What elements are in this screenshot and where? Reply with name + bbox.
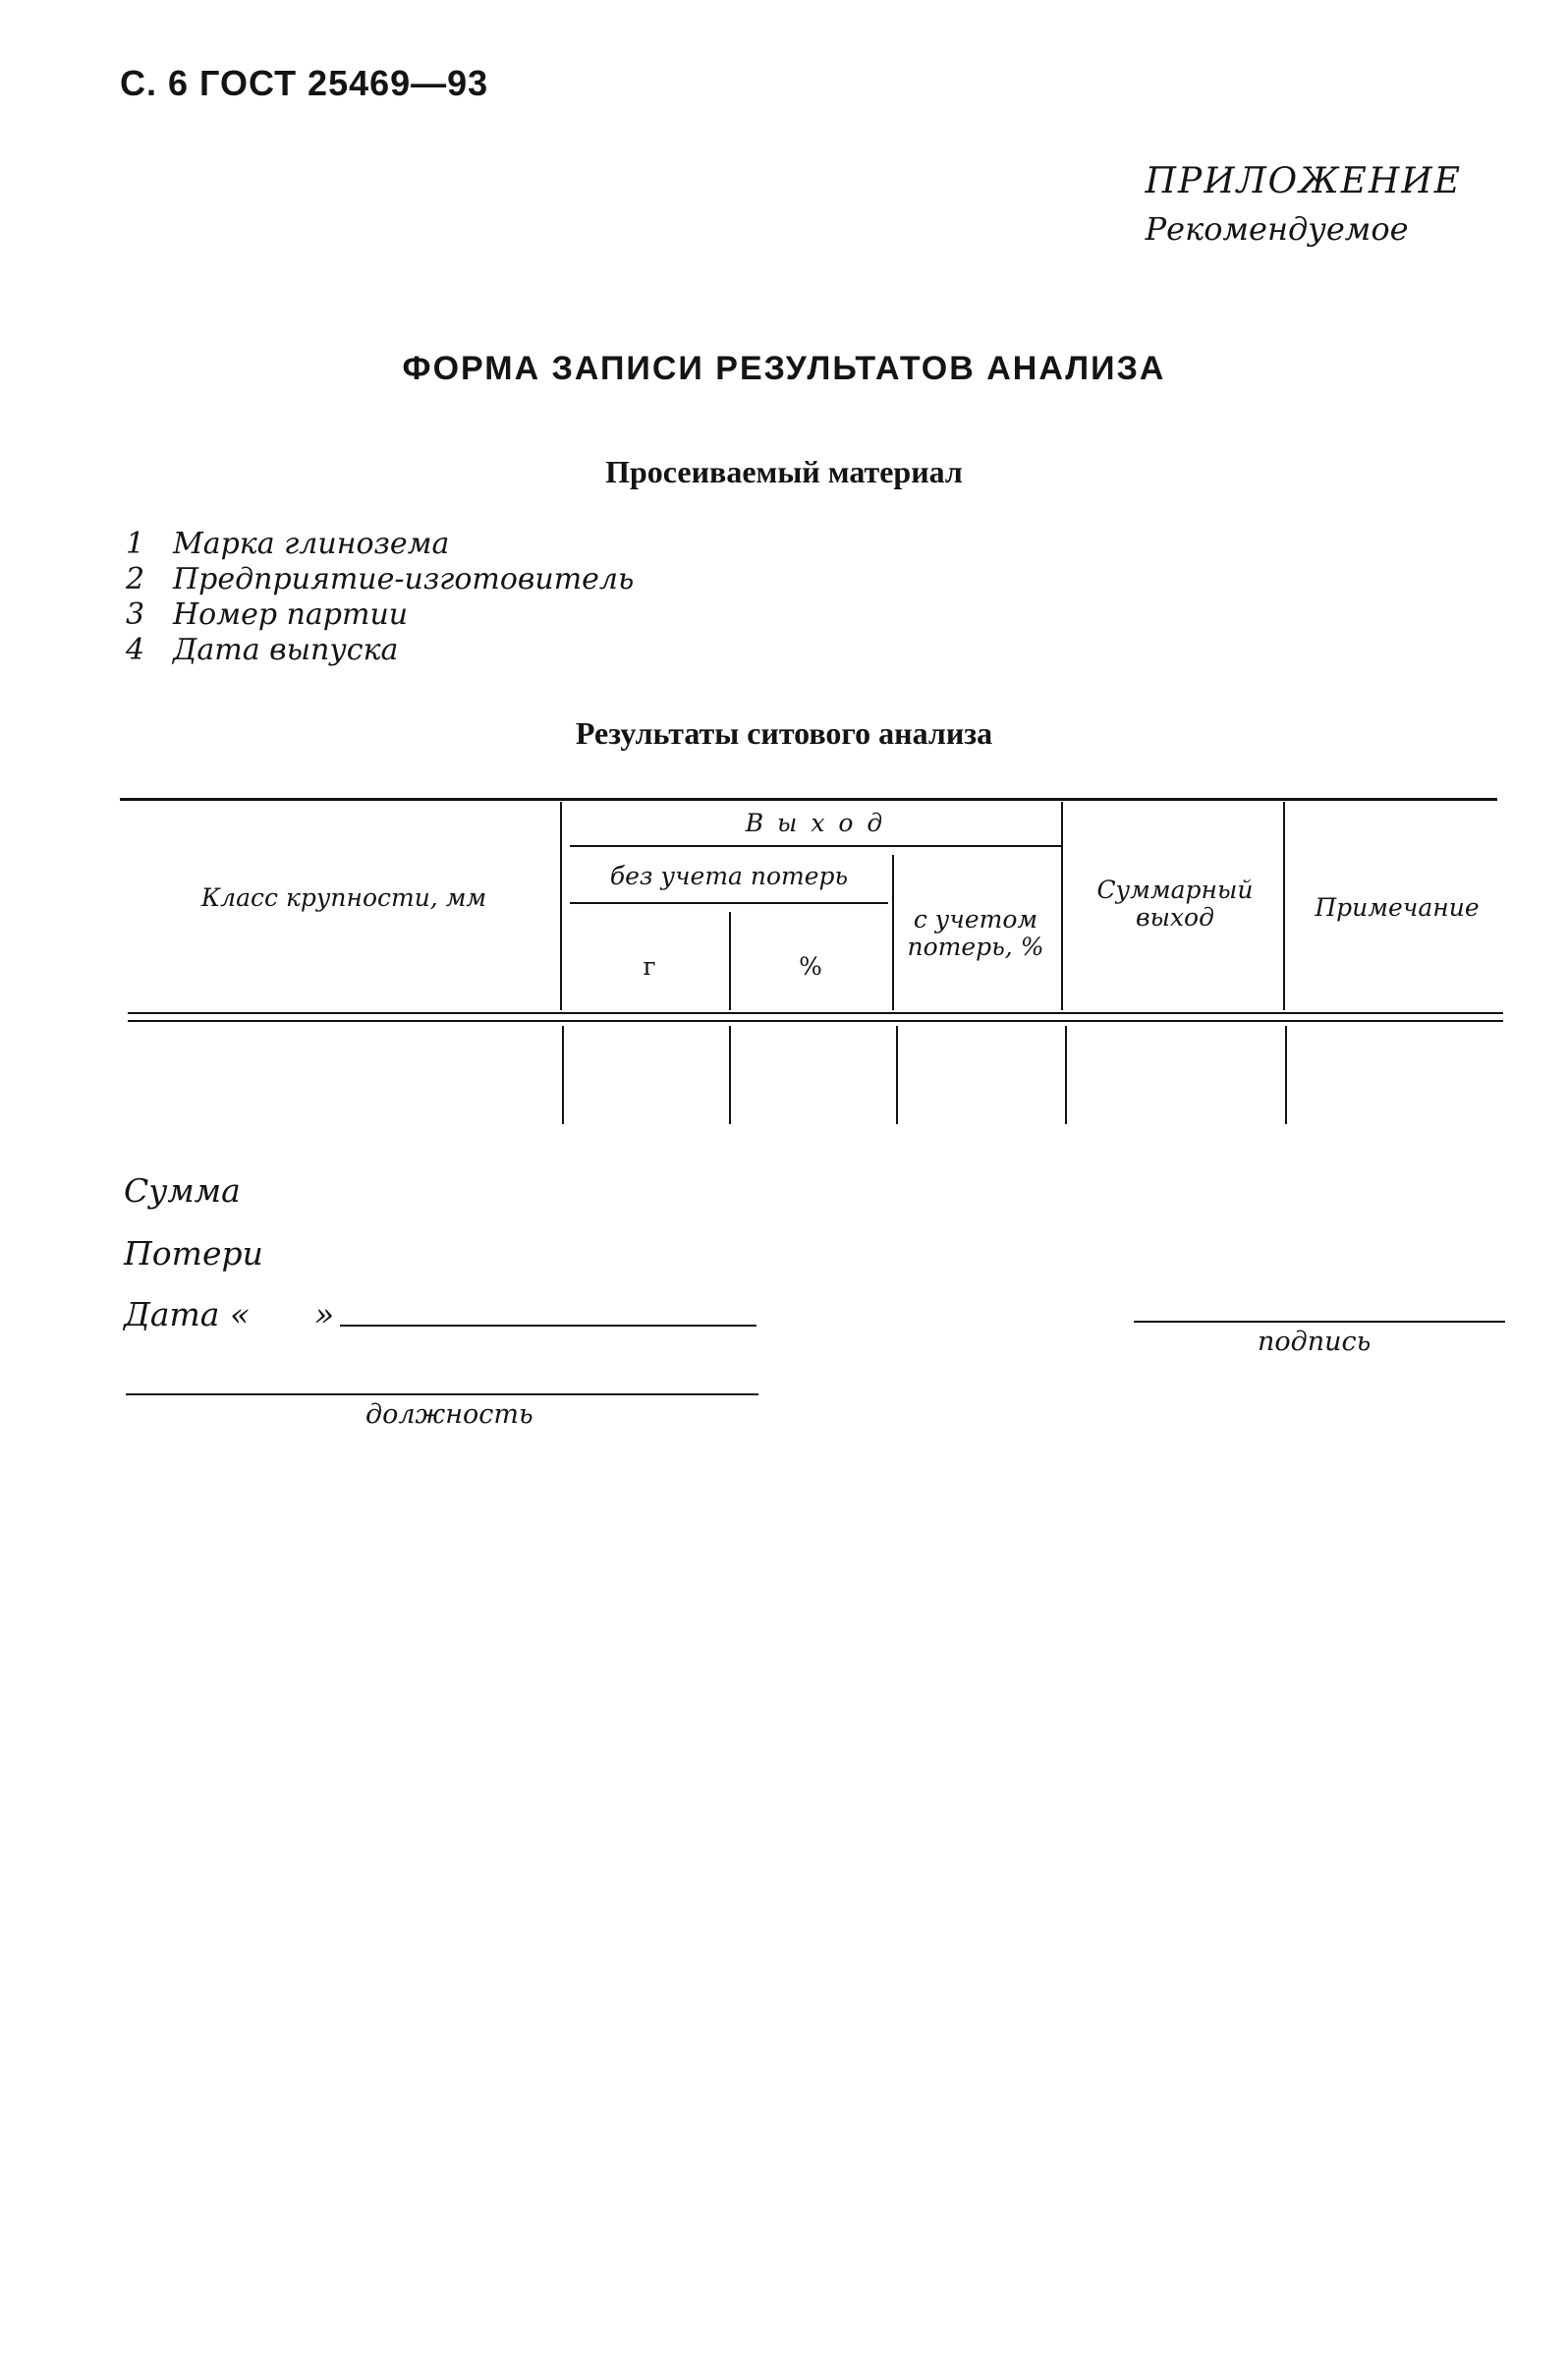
table-vline (892, 855, 894, 1010)
table-vline (560, 802, 562, 1010)
header-grams: г (643, 952, 656, 981)
table-vline (1283, 802, 1285, 1010)
page-header: С. 6 ГОСТ 25469—93 (120, 63, 489, 103)
position-caption: должность (365, 1399, 533, 1430)
results-heading: Результаты ситового анализа (575, 715, 993, 751)
appendix-label: ПРИЛОЖЕНИЕ (1145, 161, 1462, 201)
table-header-rule (128, 1020, 1503, 1022)
list-item: 1 Марка глинозема (126, 527, 450, 561)
appendix-block (1146, 157, 1462, 252)
date-label: Дата « (124, 1295, 251, 1333)
header-cumulative: Суммарный выход (1096, 876, 1254, 932)
table-vline (1065, 1026, 1067, 1124)
header-note: Примечание (1315, 893, 1480, 922)
material-list (126, 527, 634, 668)
table-top-rule (120, 798, 1497, 801)
table-vline (1061, 802, 1063, 1010)
table-vline (562, 1026, 564, 1124)
losses-label: Потери (124, 1234, 263, 1273)
table-vline (729, 1026, 731, 1124)
sum-label: Сумма (124, 1171, 241, 1210)
signature-line (1134, 1321, 1505, 1323)
appendix-status: Рекомендуемое (1145, 210, 1409, 248)
date-close-quote: » (314, 1295, 335, 1333)
table-vline (1285, 1026, 1287, 1124)
list-item: 4 Дата выпуска (126, 633, 399, 667)
header-percent: % (799, 952, 822, 981)
header-size-class: Класс крупности, мм (200, 883, 487, 912)
form-title: ФОРМА ЗАПИСИ РЕЗУЛЬТАТОВ АНАЛИЗА (402, 350, 1166, 387)
signature-caption: подпись (1258, 1327, 1372, 1357)
table-hline (570, 845, 1061, 847)
header-without-losses: без учета потерь (609, 862, 849, 890)
table-vline (896, 1026, 898, 1124)
header-with-losses: с учетом потерь, % (907, 905, 1044, 961)
table-hline (570, 902, 888, 904)
date-line (340, 1325, 756, 1327)
material-heading: Просеиваемый материал (605, 454, 963, 489)
list-item: 3 Номер партии (126, 597, 409, 632)
position-line (126, 1393, 758, 1395)
table-header-rule (128, 1012, 1503, 1014)
list-item: 2 Предприятие-изготовитель (126, 562, 635, 596)
header-yield: В ы х о д (745, 809, 886, 837)
